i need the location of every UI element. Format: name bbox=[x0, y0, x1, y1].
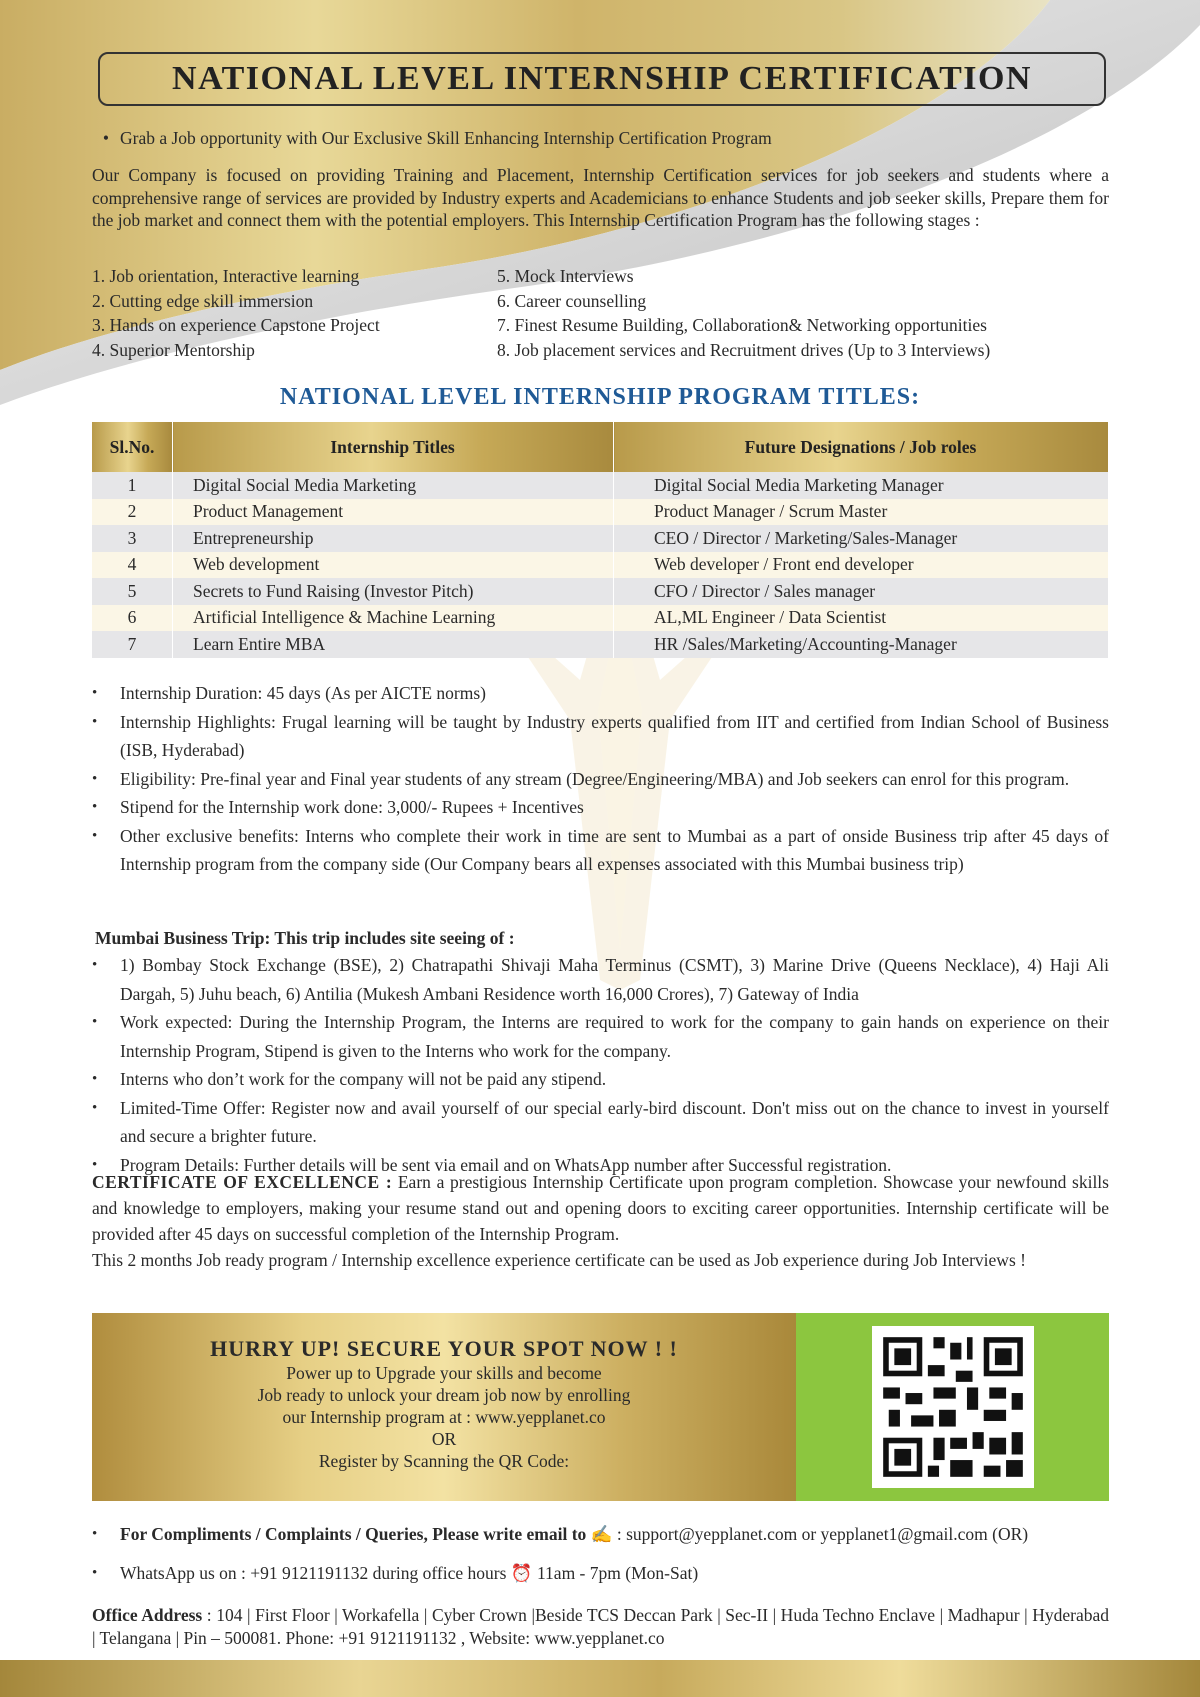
table-cell: Artificial Intelligence & Machine Learning bbox=[173, 605, 614, 632]
table-cell: Secrets to Fund Raising (Investor Pitch) bbox=[173, 578, 614, 605]
lead-text: Grab a Job opportunity with Our Exclusive Skill Enhancing Internship Certification Program bbox=[120, 128, 772, 148]
certificate-paragraph bbox=[92, 1169, 1109, 1247]
certificate-text: Earn a prestigious Internship Certificate upon program completion. Showcase your newfound skills and knowledge to employers, making your resume stand out and opening doors to exciting career opportunities. Internship certificate will be provided after 45 days on successful completion of the Internship Program. bbox=[92, 1172, 1109, 1244]
table-cell: 3 bbox=[92, 525, 173, 552]
whatsapp-label[interactable]: WhatsApp us on : +91 9121191132 during office hours bbox=[120, 1562, 507, 1583]
lead-bullet: • Grab a Job opportunity with Our Exclusive Skill Enhancing Internship Certification Program bbox=[102, 128, 772, 148]
table-cell: Product Management bbox=[173, 499, 614, 526]
banner-headline: HURRY UP! SECURE YOUR SPOT NOW ! ! bbox=[210, 1336, 678, 1361]
table-cell: 7 bbox=[92, 631, 173, 658]
list-item: • Interns who don’t work for the company will not be paid any stipend. bbox=[92, 1065, 1109, 1094]
stage-item: 6. Career counselling bbox=[497, 290, 647, 311]
list-item: • Limited-Time Offer: Register now and avail yourself of our special early-bird discount. Don't miss out on the chance to invest in yourself and secure a brighter future. bbox=[92, 1094, 1109, 1151]
table-cell: 2 bbox=[92, 499, 173, 526]
table-row bbox=[92, 605, 1109, 632]
list-item: • Eligibility: Pre-final year and Final year students of any stream (Degree/Engineering/MBA) and Job seekers can enrol for this program. bbox=[92, 765, 1109, 794]
banner-line: our Internship program at : www.yepplanet.co bbox=[282, 1407, 606, 1427]
email-label: For Compliments / Complaints / Queries, Please write email to bbox=[120, 1524, 587, 1544]
table-row bbox=[92, 631, 1109, 658]
table-row bbox=[92, 472, 1109, 499]
email-item bbox=[92, 1520, 1109, 1549]
page-title: NATIONAL LEVEL INTERNSHIP CERTIFICATION bbox=[98, 52, 1106, 106]
stage-item: 7. Finest Resume Building, Collaboration& Networking opportunities bbox=[497, 315, 987, 335]
stages-column-2 bbox=[497, 264, 1117, 362]
table-cell: 6 bbox=[92, 605, 173, 632]
certificate-section bbox=[92, 1169, 1109, 1273]
table-row bbox=[92, 525, 1109, 552]
table-cell: Web development bbox=[173, 552, 614, 579]
contact-list bbox=[92, 1520, 1109, 1597]
office-label: Office Address bbox=[92, 1605, 203, 1625]
table-cell: Entrepreneurship bbox=[173, 525, 614, 552]
table-cell: CFO / Director / Sales manager bbox=[614, 578, 1109, 605]
table-cell: Web developer / Front end developer bbox=[614, 552, 1109, 579]
banner-line: Register by Scanning the QR Code: bbox=[318, 1451, 570, 1471]
intro-paragraph: Our Company is focused on providing Training and Placement, Internship Certification services for job seekers and students where a comprehensive range of services are provided by Industry experts and Academicians to enhance Students and job seeker skills, Prepare them for the job market and connect them with the potential employers. This Internship Certification Program has the following stages : bbox=[92, 165, 1109, 230]
table-cell: CEO / Director / Marketing/Sales-Manager bbox=[614, 525, 1109, 552]
list-item: • Stipend for the Internship work done: 3,000/- Rupees + Incentives bbox=[92, 793, 1109, 822]
table-header-row bbox=[92, 422, 1109, 472]
stage-item: 5. Mock Interviews bbox=[497, 266, 634, 286]
stage-item: 4. Superior Mentorship bbox=[92, 339, 255, 360]
table-cell: 5 bbox=[92, 578, 173, 605]
table-cell: Product Manager / Scrum Master bbox=[614, 499, 1109, 526]
banner-line: OR bbox=[431, 1429, 457, 1449]
column-header-slno: Sl.No. bbox=[92, 422, 173, 472]
program-table bbox=[92, 422, 1109, 658]
whatsapp-item bbox=[92, 1559, 1109, 1588]
table-cell: 1 bbox=[92, 472, 173, 499]
table-cell: 4 bbox=[92, 552, 173, 579]
certificate-line2: This 2 months Job ready program / Internship excellence experience certificate can be used as Job experience during Job Interviews ! bbox=[92, 1250, 1026, 1270]
table-row bbox=[92, 499, 1109, 526]
office-address bbox=[92, 1604, 1109, 1650]
program-titles-heading: NATIONAL LEVEL INTERNSHIP PROGRAM TITLES: bbox=[279, 384, 921, 410]
table-cell: AL,ML Engineer / Data Scientist bbox=[614, 605, 1109, 632]
table-cell: Digital Social Media Marketing Manager bbox=[614, 472, 1109, 499]
list-item: • Work expected: During the Internship Program, the Interns are required to work for the company to gain hands on experience on their Internship Program, Stipend is given to the Interns who work for the company. bbox=[92, 1008, 1109, 1065]
table-row bbox=[92, 552, 1109, 579]
stage-item: 1. Job orientation, Interactive learning bbox=[92, 266, 360, 286]
office-text: : 104 | First Floor | Workafella | Cyber Crown |Beside TCS Deccan Park | Sec-II | Huda Techno Enclave | Madhapur | Hyderabad | Telangana | Pin – 500081. Phone: +91 9121191132 , Website: www.yepplanet.co bbox=[92, 1605, 1109, 1648]
trip-list bbox=[92, 951, 1109, 1179]
pen-icon: ✍ bbox=[590, 1524, 613, 1544]
column-header-designations: Future Designations / Job roles bbox=[614, 422, 1109, 472]
trip-heading: Mumbai Business Trip: This trip includes site seeing of : bbox=[95, 928, 515, 948]
banner-text bbox=[92, 1336, 796, 1472]
table-cell: Digital Social Media Marketing bbox=[173, 472, 614, 499]
qr-code-icon[interactable] bbox=[872, 1326, 1034, 1488]
footer-gold-band bbox=[0, 1660, 1200, 1697]
column-header-titles: Internship Titles bbox=[173, 422, 614, 472]
list-item: • Other exclusive benefits: Interns who complete their work in time are sent to Mumbai as a part of onside Business trip after 45 days of Internship program from the company side (Our Company bears all expenses associated with this Mumbai business trip) bbox=[92, 822, 1109, 879]
list-item: • Program Details: Further details will be sent via email and on WhatsApp number after Successful registration. bbox=[92, 1151, 1109, 1180]
stages-column-1 bbox=[92, 264, 492, 362]
banner-line: Job ready to unlock your dream job now by enrolling bbox=[257, 1385, 631, 1405]
banner-line: Power up to Upgrade your skills and become bbox=[286, 1363, 602, 1383]
list-item: • 1) Bombay Stock Exchange (BSE), 2) Chatrapathi Shivaji Maha Terminus (CSMT), 3) Marine Drive (Queens Necklace), 4) Haji Ali Dargah, 5) Juhu beach, 6) Antilia (Mukesh Ambani Residence worth 16,000 Crores), 7) Gateway of India bbox=[92, 951, 1109, 1008]
office-hours: 11am - 7pm (Mon-Sat) bbox=[532, 1562, 699, 1583]
table-cell: HR /Sales/Marketing/Accounting-Manager bbox=[614, 631, 1109, 658]
stage-item: 2. Cutting edge skill immersion bbox=[92, 290, 314, 311]
table-cell: Learn Entire MBA bbox=[173, 631, 614, 658]
list-item: • Internship Duration: 45 days (As per AICTE norms) bbox=[92, 679, 1109, 708]
table-row bbox=[92, 578, 1109, 605]
stage-item: 8. Job placement services and Recruitment drives (Up to 3 Interviews) bbox=[497, 339, 991, 360]
email-links[interactable]: : support@yepplanet.com or yepplanet1@gmail.com (OR) bbox=[612, 1524, 1029, 1544]
stage-item: 3. Hands on experience Capstone Project bbox=[92, 315, 380, 335]
certificate-label: CERTIFICATE OF EXCELLENCE : bbox=[92, 1172, 393, 1192]
details-list bbox=[92, 679, 1109, 879]
alarm-clock-icon: ⏰ bbox=[510, 1562, 533, 1583]
list-item: • Internship Highlights: Frugal learning will be taught by Industry experts qualified from IIT and certified from Indian School of Business (ISB, Hyderabad) bbox=[92, 708, 1109, 765]
